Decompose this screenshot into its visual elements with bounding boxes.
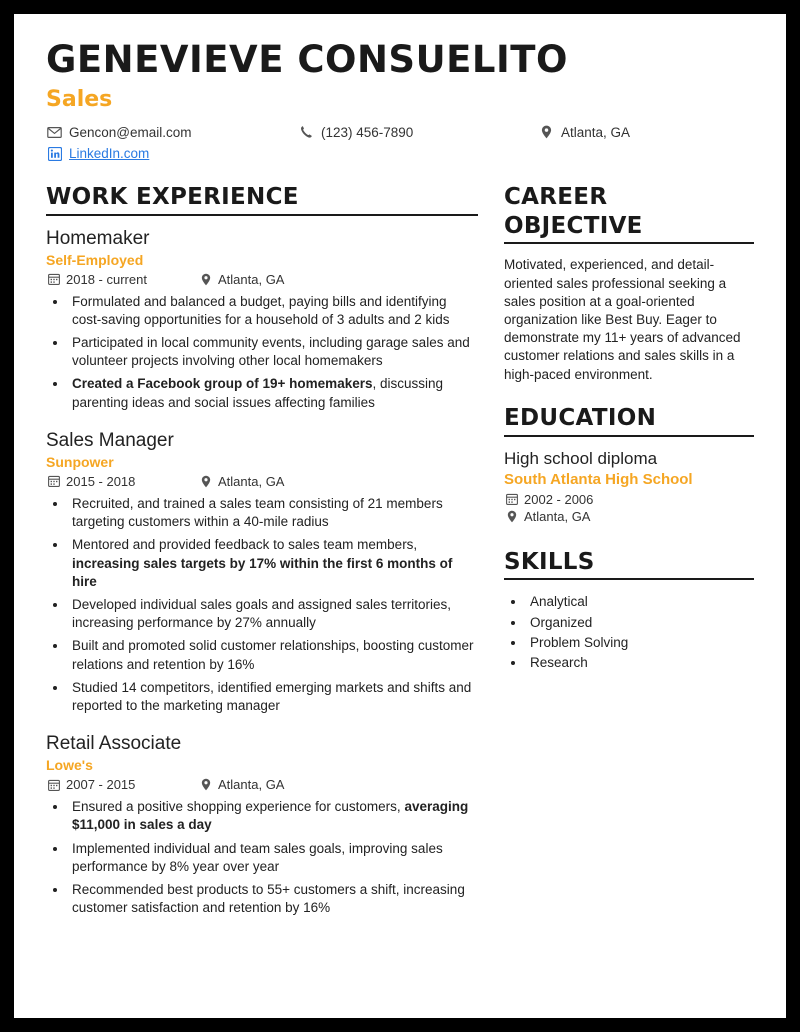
right-column — [504, 185, 754, 936]
career-objective-heading-line1: CAREER — [504, 183, 608, 210]
job-bullets — [46, 293, 478, 412]
skill-text: Research — [530, 655, 588, 671]
contact-email-text: Gencon@email.com — [69, 124, 192, 140]
skills-list — [504, 592, 754, 673]
calendar-icon — [46, 273, 61, 285]
list-item — [68, 679, 478, 715]
list-item — [68, 881, 478, 917]
contact-location-text: Atlanta, GA — [561, 124, 631, 140]
list-item — [526, 613, 754, 633]
resume-page — [14, 14, 786, 1018]
location-pin-icon — [198, 273, 213, 286]
bullet-bold: increasing sales targets by 17% within the first 6 months of hire — [72, 555, 453, 589]
bullet-bold: averaging $11,000 in sales a day — [72, 799, 469, 833]
bullet-text: , discussing parenting ideas and social issues affecting families — [72, 376, 444, 410]
location-pin-icon — [538, 125, 555, 139]
bullet-text: Recommended best products to 55+ customers a shift, increasing customer satisfaction and retention by 16% — [72, 882, 465, 916]
job-location — [198, 474, 284, 489]
education-divider — [504, 435, 754, 437]
job-dates — [46, 474, 198, 489]
job-location-text: Atlanta, GA — [218, 473, 285, 489]
career-objective-heading-line2: OBJECTIVE — [504, 212, 643, 239]
education-degree: High school diploma — [504, 448, 658, 468]
education-location-text: Atlanta, GA — [524, 508, 591, 524]
list-item — [68, 536, 478, 591]
skill-text: Organized — [530, 614, 593, 630]
bullet-text: Developed individual sales goals and assigned sales territories, increasing performance by 27% annually — [72, 596, 451, 631]
job-meta — [46, 272, 478, 287]
calendar-icon — [504, 493, 519, 505]
education-dates — [504, 492, 754, 507]
job-dates — [46, 777, 198, 792]
job-employer: Self-Employed — [46, 251, 144, 268]
education-entry — [504, 449, 754, 524]
calendar-icon — [46, 475, 61, 487]
resume-header — [46, 40, 754, 163]
contact-phone[interactable] — [298, 124, 538, 142]
candidate-job-title: Sales — [46, 86, 113, 112]
contact-location — [538, 124, 738, 142]
job-title: Retail Associate — [46, 733, 182, 755]
envelope-icon — [46, 127, 63, 138]
contact-linkedin[interactable] — [46, 145, 298, 163]
job-dates-text: 2007 - 2015 — [66, 777, 136, 793]
candidate-name: GENEVIEVE CONSUELITO — [46, 38, 568, 81]
job-location — [198, 272, 284, 287]
skills-divider — [504, 578, 754, 580]
bullet-text: Ensured a positive shopping experience for customers, — [72, 799, 405, 815]
job-employer: Sunpower — [46, 453, 114, 470]
phone-icon — [298, 125, 315, 139]
job-meta — [46, 474, 478, 489]
job-dates-text: 2015 - 2018 — [66, 473, 136, 489]
list-item — [68, 293, 478, 329]
contact-linkedin-text[interactable]: LinkedIn.com — [69, 146, 150, 162]
job-location-text: Atlanta, GA — [218, 777, 285, 793]
bullet-text: Built and promoted solid customer relationships, boosting customer relations and retention by 16% — [72, 638, 474, 672]
calendar-icon — [46, 779, 61, 791]
bullet-text: Recruited, and trained a sales team consisting of 21 members targeting customers within a 40-mile radius — [72, 495, 443, 530]
job-title: Homemaker — [46, 227, 150, 249]
job-title: Sales Manager — [46, 429, 174, 451]
education-school: South Atlanta High School — [504, 470, 693, 488]
job-entry — [46, 430, 478, 715]
education-location — [504, 509, 754, 524]
list-item — [68, 798, 478, 834]
job-entry — [46, 228, 478, 412]
list-item — [68, 334, 478, 370]
contact-row-1 — [46, 124, 754, 142]
career-objective-divider — [504, 242, 754, 244]
contact-email[interactable] — [46, 124, 298, 142]
job-meta — [46, 777, 478, 792]
list-item — [526, 633, 754, 653]
job-bullets — [46, 495, 478, 715]
skills-heading: SKILLS — [504, 548, 595, 575]
location-pin-icon — [198, 778, 213, 791]
work-experience-heading: WORK EXPERIENCE — [46, 183, 299, 210]
left-column — [46, 185, 504, 936]
education-heading: EDUCATION — [504, 404, 657, 431]
location-pin-icon — [504, 510, 519, 523]
list-item — [68, 375, 478, 411]
job-entry — [46, 733, 478, 917]
spacer — [504, 530, 754, 550]
bullet-text: Implemented individual and team sales goals, improving sales performance by 8% year over year — [72, 840, 443, 874]
job-dates — [46, 272, 198, 287]
list-item — [68, 840, 478, 876]
education-dates-text: 2002 - 2006 — [524, 491, 594, 507]
location-pin-icon — [198, 475, 213, 488]
bullet-bold: Created a Facebook group of 19+ homemakers — [72, 376, 373, 392]
job-location-text: Atlanta, GA — [218, 271, 285, 287]
list-item — [526, 653, 754, 673]
contact-phone-text: (123) 456-7890 — [321, 124, 414, 140]
job-dates-text: 2018 - current — [66, 271, 147, 287]
skill-text: Problem Solving — [530, 634, 629, 650]
list-item — [68, 596, 478, 632]
bullet-text: Participated in local community events, including garage sales and volunteer projects involving other local homemakers — [72, 334, 470, 369]
skill-text: Analytical — [530, 594, 588, 610]
linkedin-icon — [46, 147, 63, 161]
contact-row-2 — [46, 145, 754, 163]
bullet-text: Mentored and provided feedback to sales team members, — [72, 537, 418, 553]
work-experience-divider — [46, 214, 478, 216]
bullet-text: Studied 14 competitors, identified emerging markets and shifts and reported to the marketing manager — [72, 679, 472, 714]
list-item — [68, 637, 478, 673]
job-location — [198, 777, 284, 792]
list-item — [526, 592, 754, 612]
career-objective-text: Motivated, experienced, and detail-oriented sales professional seeking a sales position at a goal-oriented organization like Best Buy. Eager to demonstrate my 11+ years of advanced customer relations and sales skills in a high-paced environment. — [504, 257, 741, 382]
job-bullets — [46, 798, 478, 917]
list-item — [68, 495, 478, 531]
job-employer: Lowe's — [46, 757, 93, 774]
bullet-text: Formulated and balanced a budget, paying bills and identifying cost-saving opportunities for a household of 3 adults and 2 kids — [72, 293, 450, 327]
resume-body — [46, 185, 754, 936]
